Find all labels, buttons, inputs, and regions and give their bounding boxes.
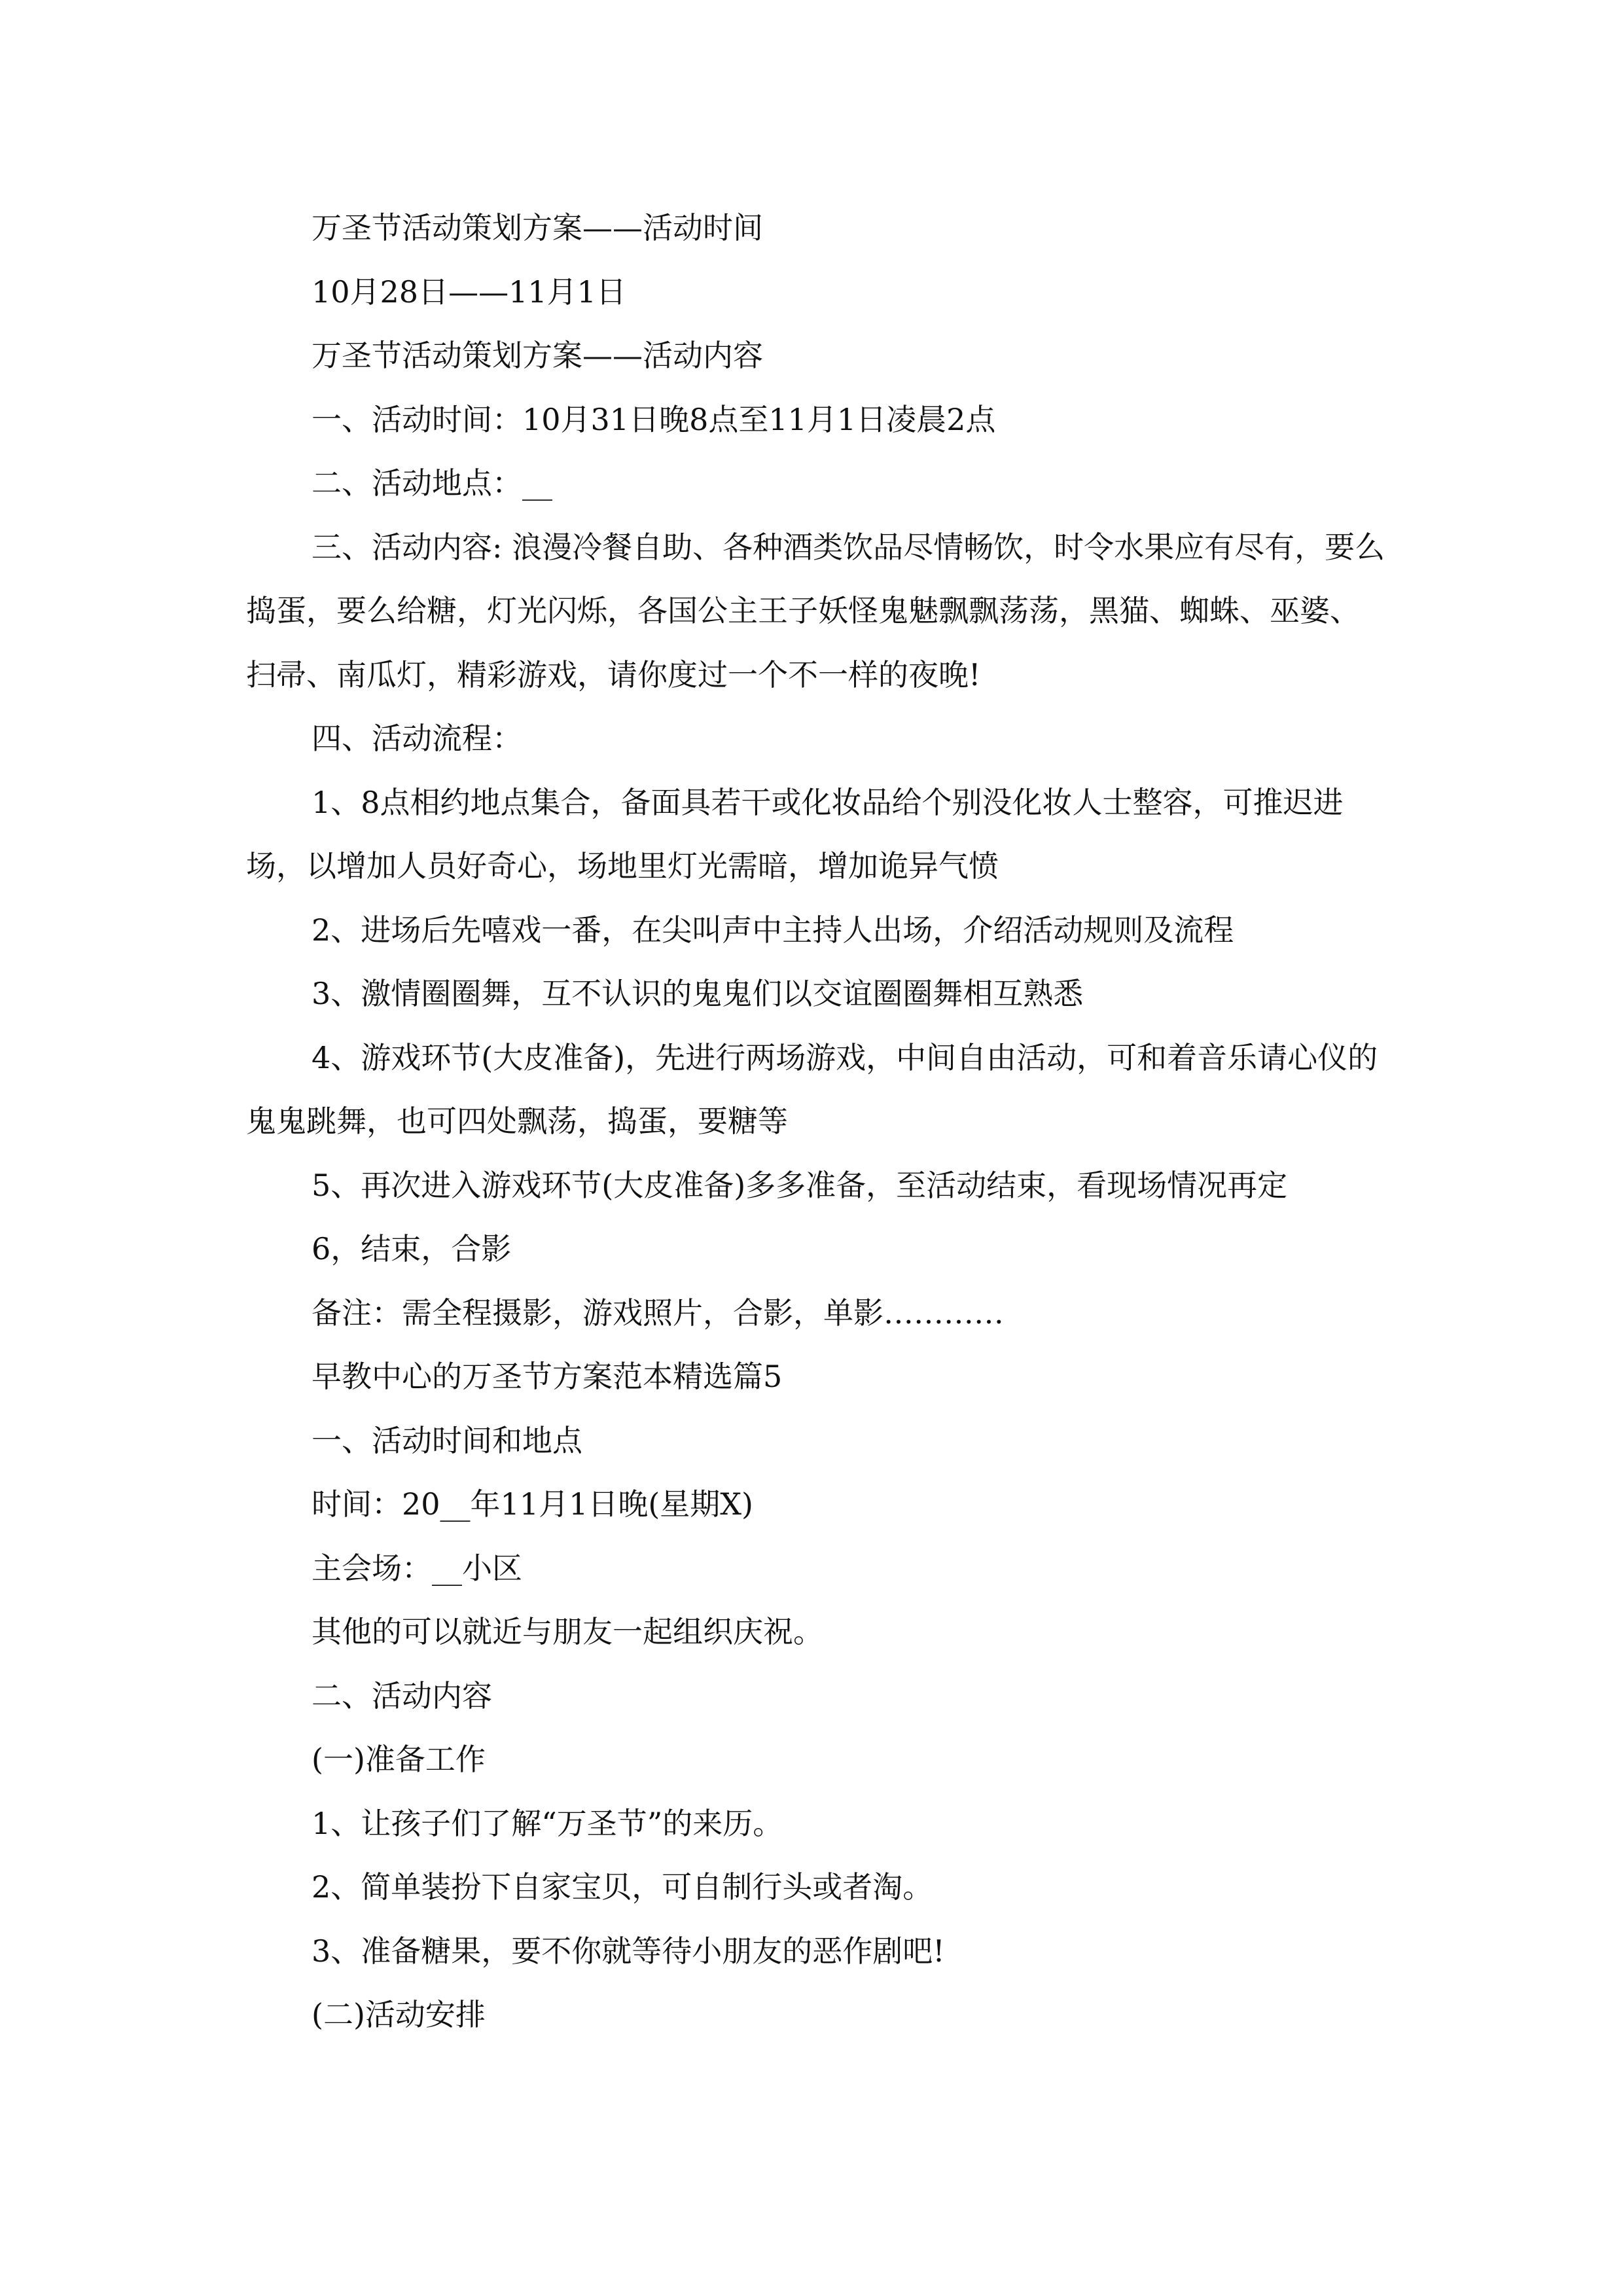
paragraph-11: 4、游戏环节(大皮准备)，先进行两场游戏，中间自由活动，可和着音乐请心仪的鬼鬼跳舞，也可四处飘荡，捣蛋，要糖等 [246,1039,1378,1139]
paragraph-16: 一、活动时间和地点 [312,1422,582,1458]
document-body [246,196,1387,2047]
paragraph-7: 四、活动流程： [312,721,522,756]
paragraph-3: 万圣节活动策划方案——活动内容 [312,338,763,373]
paragraph-19: 其他的可以就近与朋友一起组织庆祝。 [312,1614,823,1649]
paragraph-24: 3、准备糖果，要不你就等待小朋友的恶作剧吧! [312,1933,945,1969]
paragraph-10: 3、激情圈圈舞，互不认识的鬼鬼们以交谊圈圈舞相互熟悉 [312,976,1084,1011]
paragraph-9: 2、进场后先嘻戏一番，在尖叫声中主持人出场，介绍活动规则及流程 [312,912,1234,948]
paragraph-5: 二、活动地点：__ [312,465,552,501]
paragraph-13: 6，结束，合影 [312,1231,512,1266]
paragraph-8: 1、8点相约地点集合，备面具若干或化妆品给个别没化妆人士整容，可推迟进场，以增加人员好奇心，场地里灯光需暗，增加诡异气愤 [246,784,1344,884]
paragraph-22: 1、让孩子们了解“万圣节”的来历。 [312,1805,783,1841]
paragraph-23: 2、简单装扮下自家宝贝，可自制行头或者淘。 [312,1869,933,1905]
paragraph-6: 三、活动内容: 浪漫冷餐自助、各种酒类饮品尽情畅饮，时令水果应有尽有，要么捣蛋，要么给糖，灯光闪烁，各国公主王子妖怪鬼魅飘飘荡荡，黑猫、蜘蛛、巫婆、扫帚、南瓜灯，精彩游戏，请你度过一个不一样的夜晚! [246,529,1385,692]
paragraph-21: (一)准备工作 [312,1742,486,1777]
paragraph-12: 5、再次进入游戏环节(大皮准备)多多准备，至活动结束，看现场情况再定 [312,1167,1288,1203]
paragraph-15: 早教中心的万圣节方案范本精选篇5 [312,1359,783,1394]
paragraph-14: 备注：需全程摄影，游戏照片，合影，单影………… [312,1295,1004,1331]
paragraph-20: 二、活动内容 [312,1677,492,1713]
paragraph-1: 万圣节活动策划方案——活动时间 [312,210,763,245]
paragraph-2: 10月28日——11月1日 [312,274,626,310]
paragraph-4: 一、活动时间：10月31日晚8点至11月1日凌晨2点 [312,401,996,437]
paragraph-18: 主会场：__小区 [312,1550,522,1586]
paragraph-17: 时间：20__年11月1日晚(星期X) [312,1486,753,1522]
paragraph-25: (二)活动安排 [312,1997,486,2032]
